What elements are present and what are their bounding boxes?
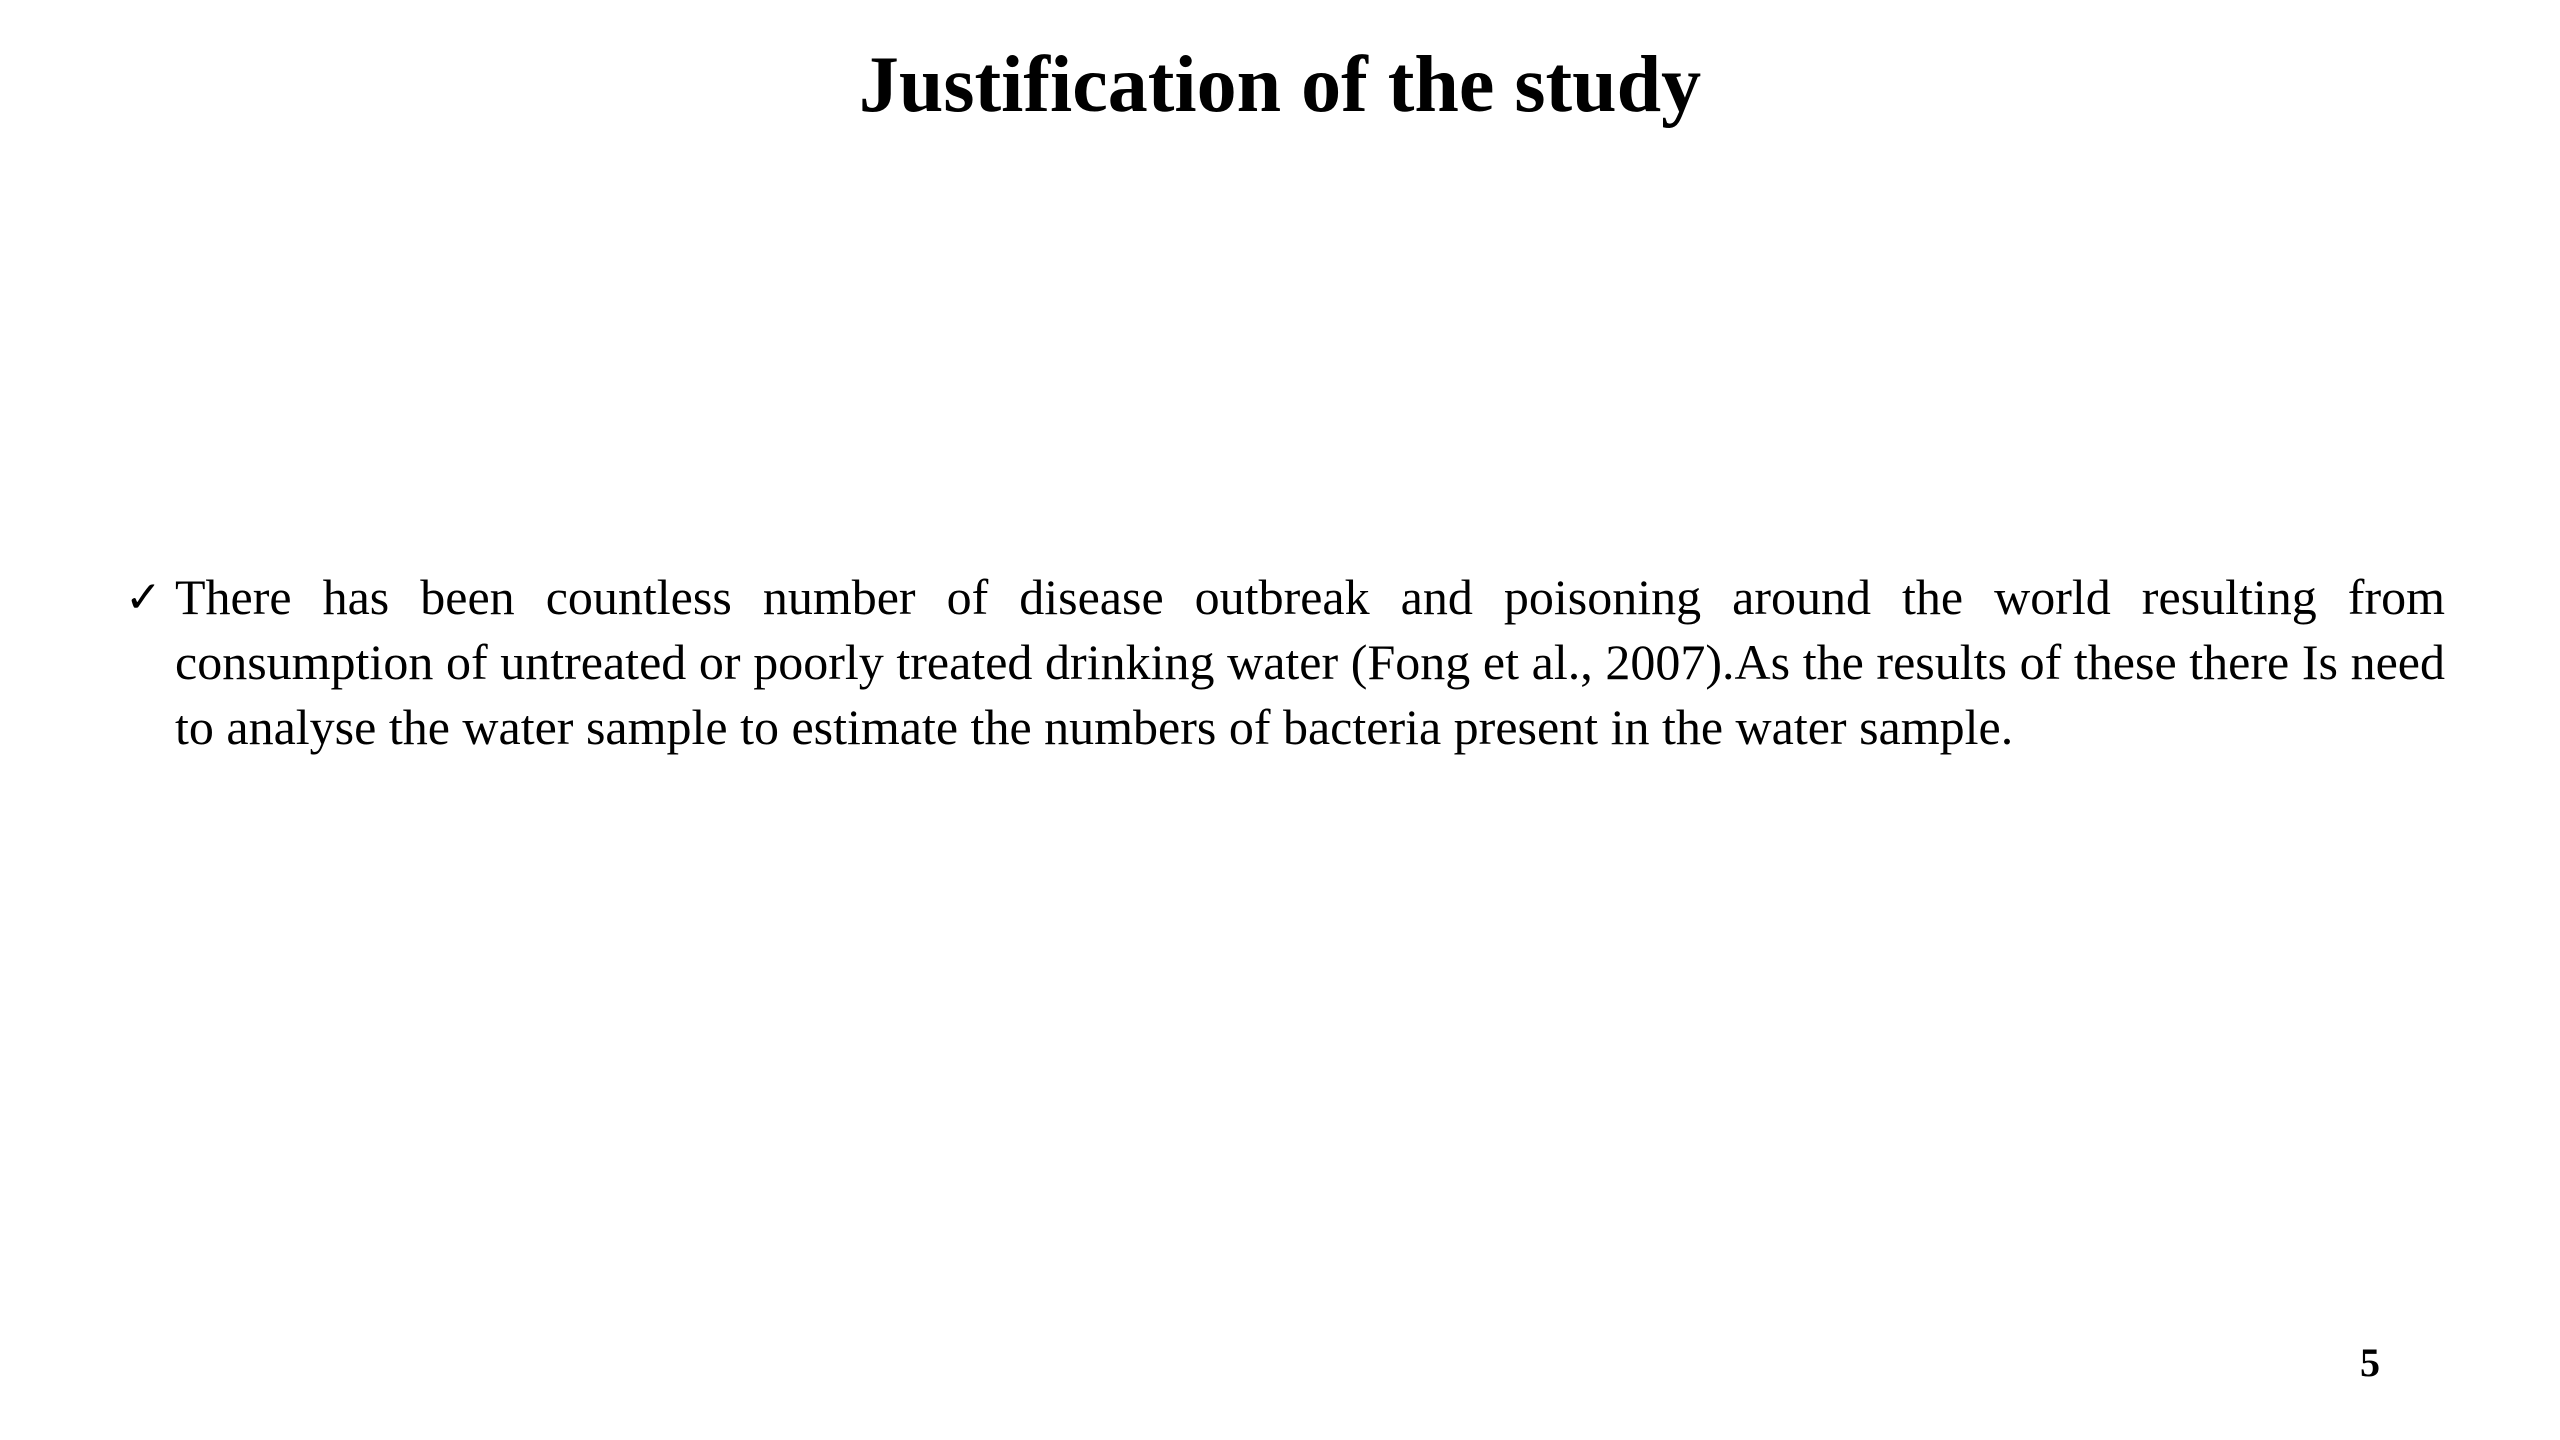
slide-title: Justification of the study <box>858 41 1702 129</box>
bullet-item <box>125 565 2445 760</box>
page-number: 5 <box>2360 1340 2380 1385</box>
bullet-text: There has been countless number of disease outbreak and poisoning around the world resulting from consumption of untreated or poorly treated drinking water (Fong et al., 2007).As the results of these there Is need to analyse the water sample to estimate the numbers of bacteria present in the water sample. <box>175 569 2445 755</box>
checkmark-icon: ✓ <box>125 572 162 623</box>
